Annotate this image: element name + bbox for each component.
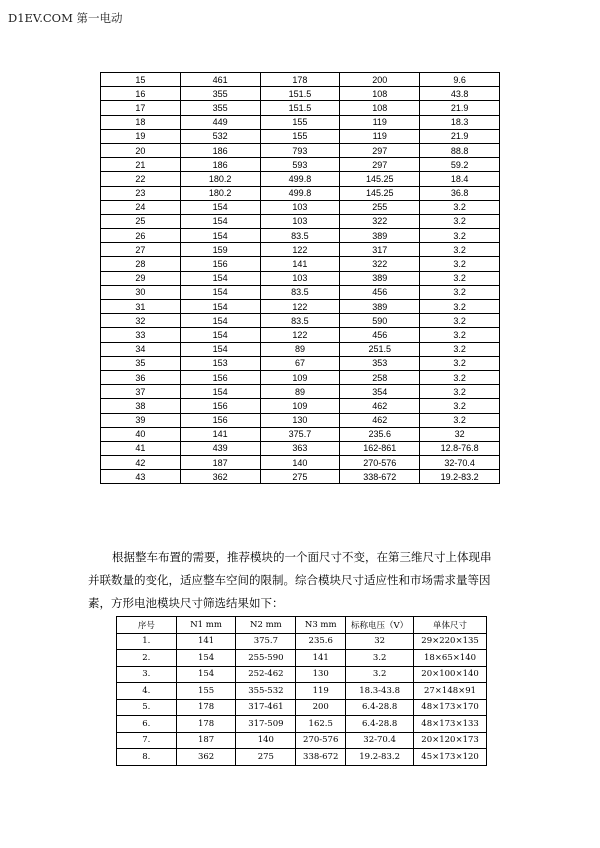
table-cell: 270-576	[340, 456, 420, 470]
table-cell: 109	[260, 399, 340, 413]
table-cell: 156	[180, 257, 260, 271]
table-cell: 83.5	[260, 229, 340, 243]
table-row	[101, 214, 500, 228]
table-cell: 154	[180, 328, 260, 342]
table-cell: 255-590	[236, 650, 296, 667]
table-cell: 439	[180, 441, 260, 455]
table-cell: 140	[236, 732, 296, 749]
table-cell: 30	[101, 285, 181, 299]
table-cell: 103	[260, 214, 340, 228]
table-cell: 322	[340, 257, 420, 271]
paragraph-line: 根据整车布置的需要，推荐模块的一个面尺寸不变，在第三维尺寸上体现串	[112, 550, 492, 564]
table-cell: 34	[101, 342, 181, 356]
table-row	[101, 200, 500, 214]
table-cell: 48×173×170	[414, 699, 487, 716]
table-cell: 119	[340, 129, 420, 143]
table-cell: 389	[340, 229, 420, 243]
table-cell: 353	[340, 356, 420, 370]
table-cell: 122	[260, 300, 340, 314]
table-cell: 88.8	[420, 143, 500, 157]
table-cell: 119	[296, 683, 346, 700]
table-cell: 3.2	[420, 243, 500, 257]
table-cell: 89	[260, 385, 340, 399]
table-row	[101, 143, 500, 157]
table-cell: 186	[180, 143, 260, 157]
table-cell: 109	[260, 370, 340, 384]
table-row	[101, 87, 500, 101]
table-cell: 389	[340, 271, 420, 285]
table-row	[101, 300, 500, 314]
table-cell: 793	[260, 143, 340, 157]
table-cell: 18.3	[420, 115, 500, 129]
table-cell: 20×120×173	[414, 732, 487, 749]
table-cell: 32	[420, 427, 500, 441]
table-cell: 3.2	[346, 666, 414, 683]
table-cell: 297	[340, 158, 420, 172]
table-cell: 3.2	[420, 229, 500, 243]
table-cell: 178	[260, 73, 340, 87]
table-row	[101, 115, 500, 129]
table-row	[117, 633, 487, 650]
table-cell: 363	[260, 441, 340, 455]
table-row	[101, 73, 500, 87]
table-cell: 59.2	[420, 158, 500, 172]
table-cell: 141	[260, 257, 340, 271]
table-cell: 19.2-83.2	[420, 470, 500, 484]
table-row	[101, 413, 500, 427]
table-cell: 21.9	[420, 101, 500, 115]
table-cell: 354	[340, 385, 420, 399]
table-cell: 155	[176, 683, 236, 700]
screening-result-table	[116, 616, 487, 766]
table-cell: 20×100×140	[414, 666, 487, 683]
table-cell: 180.2	[180, 186, 260, 200]
table-cell: 27	[101, 243, 181, 257]
table-cell: 338-672	[340, 470, 420, 484]
table-cell: 25	[101, 214, 181, 228]
table-cell: 3.	[117, 666, 177, 683]
table-cell: 3.2	[420, 271, 500, 285]
table-cell: 3.2	[420, 200, 500, 214]
table-cell: 297	[340, 143, 420, 157]
table-cell: 156	[180, 413, 260, 427]
table-cell: 251.5	[340, 342, 420, 356]
table-cell: 21	[101, 158, 181, 172]
table-cell: 12.8-76.8	[420, 441, 500, 455]
table-row	[101, 229, 500, 243]
table-cell: 31	[101, 300, 181, 314]
table-cell: 180.2	[180, 172, 260, 186]
table-row	[117, 749, 487, 766]
table-cell: 9.6	[420, 73, 500, 87]
table-row	[101, 399, 500, 413]
table-row	[117, 732, 487, 749]
table-cell: 29×220×135	[414, 633, 487, 650]
table-cell: 375.7	[236, 633, 296, 650]
table-cell: 140	[260, 456, 340, 470]
table-cell: 33	[101, 328, 181, 342]
body-paragraph	[88, 546, 502, 615]
table-cell: 156	[180, 370, 260, 384]
table-cell: 67	[260, 356, 340, 370]
table-cell: 26	[101, 229, 181, 243]
table-cell: 499.8	[260, 186, 340, 200]
table-cell: 36	[101, 370, 181, 384]
table-cell: 3.2	[420, 314, 500, 328]
table-row	[101, 285, 500, 299]
table-row	[117, 650, 487, 667]
table-cell: 187	[180, 456, 260, 470]
table-cell: 154	[180, 342, 260, 356]
watermark-text: D1EV.COM 第一电动	[8, 11, 123, 25]
table-cell: 22	[101, 172, 181, 186]
table-cell: 36.8	[420, 186, 500, 200]
table-cell: 362	[176, 749, 236, 766]
table-cell: 3.2	[420, 370, 500, 384]
table-cell: 154	[180, 300, 260, 314]
table-cell: 270-576	[296, 732, 346, 749]
table-cell: 32	[346, 633, 414, 650]
table-header-cell: N1 mm	[176, 617, 236, 634]
table-row	[117, 699, 487, 716]
table-cell: 38	[101, 399, 181, 413]
table-cell: 108	[340, 87, 420, 101]
table-cell: 155	[260, 115, 340, 129]
table-cell: 141	[296, 650, 346, 667]
table-row	[101, 101, 500, 115]
table-cell: 42	[101, 456, 181, 470]
table-cell: 532	[180, 129, 260, 143]
table-cell: 235.6	[340, 427, 420, 441]
table-cell: 153	[180, 356, 260, 370]
table-cell: 151.5	[260, 101, 340, 115]
table-cell: 154	[180, 285, 260, 299]
table-cell: 3.2	[420, 413, 500, 427]
table-cell: 15	[101, 73, 181, 87]
table-cell: 252-462	[236, 666, 296, 683]
table-header-cell: N3 mm	[296, 617, 346, 634]
table-cell: 8.	[117, 749, 177, 766]
table-cell: 162-861	[340, 441, 420, 455]
table-cell: 355	[180, 87, 260, 101]
table-row	[101, 328, 500, 342]
table-cell: 178	[176, 716, 236, 733]
table-cell: 235.6	[296, 633, 346, 650]
table-cell: 462	[340, 413, 420, 427]
table-cell: 119	[340, 115, 420, 129]
table-cell: 200	[340, 73, 420, 87]
table-row	[101, 243, 500, 257]
table-cell: 151.5	[260, 87, 340, 101]
table-cell: 3.2	[420, 214, 500, 228]
table-header-cell: 序号	[117, 617, 177, 634]
table-cell: 23	[101, 186, 181, 200]
table-row	[101, 172, 500, 186]
table-cell: 154	[180, 271, 260, 285]
table-cell: 122	[260, 328, 340, 342]
table-cell: 362	[180, 470, 260, 484]
table-cell: 156	[180, 399, 260, 413]
table-row	[101, 427, 500, 441]
table-cell: 317-461	[236, 699, 296, 716]
table-cell: 154	[180, 314, 260, 328]
table-cell: 6.4-28.8	[346, 699, 414, 716]
table-header-row	[117, 617, 487, 634]
paragraph-line: 素，方形电池模块尺寸筛选结果如下：	[88, 596, 284, 610]
table-cell: 28	[101, 257, 181, 271]
table-header-cell: N2 mm	[236, 617, 296, 634]
table-cell: 39	[101, 413, 181, 427]
table-cell: 154	[180, 385, 260, 399]
table-cell: 18×65×140	[414, 650, 487, 667]
table-cell: 5.	[117, 699, 177, 716]
table-cell: 461	[180, 73, 260, 87]
table-cell: 258	[340, 370, 420, 384]
table-cell: 18.4	[420, 172, 500, 186]
table-cell: 162.5	[296, 716, 346, 733]
table-cell: 154	[180, 200, 260, 214]
table-cell: 3.2	[420, 385, 500, 399]
table-cell: 7.	[117, 732, 177, 749]
table-cell: 37	[101, 385, 181, 399]
table-cell: 187	[176, 732, 236, 749]
table-cell: 1.	[117, 633, 177, 650]
table-cell: 29	[101, 271, 181, 285]
table-row	[117, 716, 487, 733]
table-row	[101, 271, 500, 285]
table-cell: 255	[340, 200, 420, 214]
table-cell: 24	[101, 200, 181, 214]
table-cell: 3.2	[420, 342, 500, 356]
table-cell: 456	[340, 328, 420, 342]
table-cell: 27×148×91	[414, 683, 487, 700]
table-cell: 43.8	[420, 87, 500, 101]
table-cell: 317	[340, 243, 420, 257]
table-cell: 45×173×120	[414, 749, 487, 766]
table-cell: 103	[260, 271, 340, 285]
table-cell: 21.9	[420, 129, 500, 143]
table-row	[101, 129, 500, 143]
table-cell: 103	[260, 200, 340, 214]
table-cell: 590	[340, 314, 420, 328]
table-cell: 141	[180, 427, 260, 441]
table-cell: 18.3-43.8	[346, 683, 414, 700]
table-cell: 3.2	[420, 257, 500, 271]
table-cell: 355-532	[236, 683, 296, 700]
paragraph-line: 并联数量的变化，适应整车空间的限制。综合模块尺寸适应性和市场需求量等因	[88, 573, 491, 587]
table-cell: 159	[180, 243, 260, 257]
table-row	[101, 314, 500, 328]
table-cell: 3.2	[346, 650, 414, 667]
table-row	[101, 158, 500, 172]
table-cell: 4.	[117, 683, 177, 700]
table-cell: 6.	[117, 716, 177, 733]
table-cell: 83.5	[260, 314, 340, 328]
table-row	[101, 356, 500, 370]
table-cell: 35	[101, 356, 181, 370]
table-cell: 155	[260, 129, 340, 143]
table-cell: 20	[101, 143, 181, 157]
table-cell: 108	[340, 101, 420, 115]
table-cell: 338-672	[296, 749, 346, 766]
table-header-cell: 标称电压（V）	[346, 617, 414, 634]
table-cell: 3.2	[420, 300, 500, 314]
table-cell: 130	[296, 666, 346, 683]
table-row	[117, 683, 487, 700]
table-cell: 18	[101, 115, 181, 129]
table-row	[101, 456, 500, 470]
table-cell: 32-70.4	[346, 732, 414, 749]
table-row	[101, 257, 500, 271]
table-row	[117, 666, 487, 683]
table-cell: 449	[180, 115, 260, 129]
table-cell: 6.4-28.8	[346, 716, 414, 733]
table-header-cell: 单体尺寸	[414, 617, 487, 634]
table-cell: 186	[180, 158, 260, 172]
module-size-table	[100, 72, 500, 484]
table-cell: 89	[260, 342, 340, 356]
table-cell: 389	[340, 300, 420, 314]
table-cell: 145.25	[340, 172, 420, 186]
table-cell: 2.	[117, 650, 177, 667]
table-cell: 200	[296, 699, 346, 716]
table-cell: 355	[180, 101, 260, 115]
table-cell: 154	[176, 666, 236, 683]
table-cell: 154	[180, 229, 260, 243]
table-cell: 178	[176, 699, 236, 716]
table-cell: 19.2-83.2	[346, 749, 414, 766]
table-cell: 275	[260, 470, 340, 484]
table-cell: 154	[180, 214, 260, 228]
table-cell: 3.2	[420, 356, 500, 370]
table-row	[101, 470, 500, 484]
table-cell: 499.8	[260, 172, 340, 186]
table-cell: 141	[176, 633, 236, 650]
table-cell: 43	[101, 470, 181, 484]
table-row	[101, 186, 500, 200]
table-row	[101, 385, 500, 399]
table-cell: 48×173×133	[414, 716, 487, 733]
table-cell: 122	[260, 243, 340, 257]
table-cell: 19	[101, 129, 181, 143]
table-cell: 375.7	[260, 427, 340, 441]
table-cell: 16	[101, 87, 181, 101]
table-cell: 456	[340, 285, 420, 299]
table-cell: 3.2	[420, 285, 500, 299]
table-cell: 32	[101, 314, 181, 328]
table-cell: 462	[340, 399, 420, 413]
table-cell: 32-70.4	[420, 456, 500, 470]
table-cell: 317-509	[236, 716, 296, 733]
table-row	[101, 342, 500, 356]
table-cell: 322	[340, 214, 420, 228]
table-cell: 3.2	[420, 399, 500, 413]
table-cell: 17	[101, 101, 181, 115]
table-row	[101, 370, 500, 384]
table-cell: 3.2	[420, 328, 500, 342]
table-cell: 593	[260, 158, 340, 172]
table-cell: 145.25	[340, 186, 420, 200]
table-cell: 40	[101, 427, 181, 441]
table-row	[101, 441, 500, 455]
table-cell: 83.5	[260, 285, 340, 299]
table-cell: 275	[236, 749, 296, 766]
table-cell: 130	[260, 413, 340, 427]
table-cell: 154	[176, 650, 236, 667]
table-cell: 41	[101, 441, 181, 455]
